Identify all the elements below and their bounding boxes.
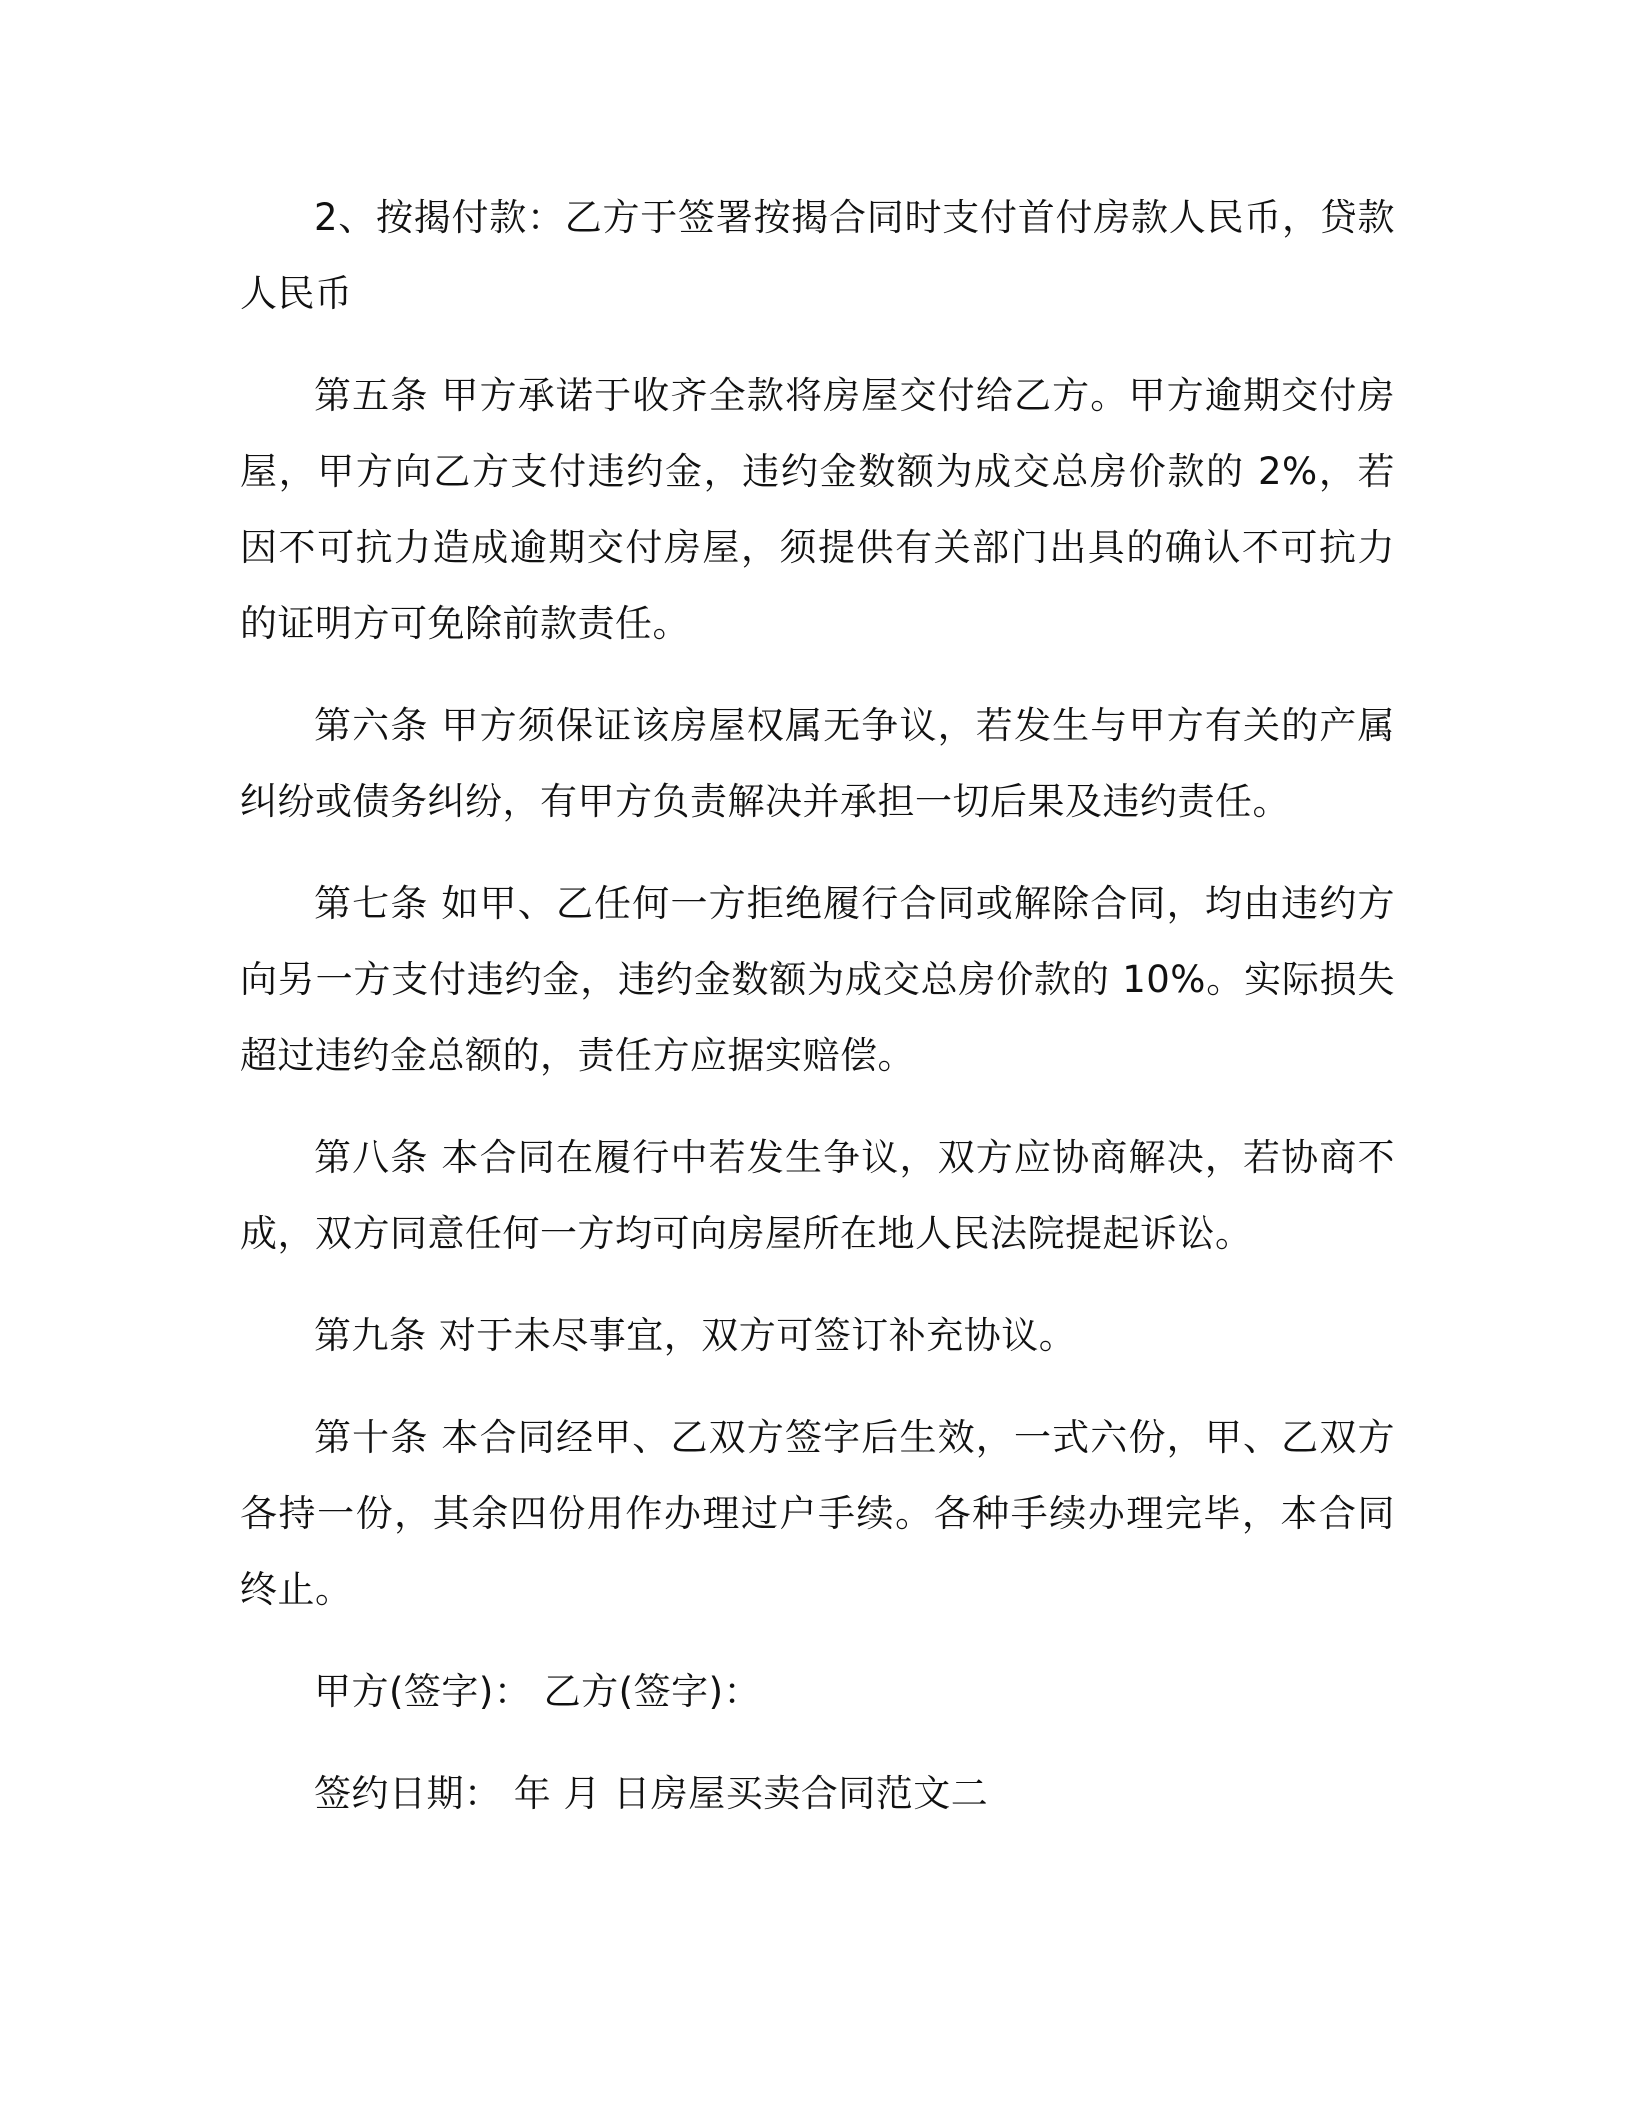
signing-date-line: 签约日期： 年 月 日房屋买卖合同范文二 [314, 1772, 989, 1815]
paragraph-article-6: 第六条 甲方须保证该房屋权属无争议，若发生与甲方有关的产属纠纷或债务纠纷，有甲方负责解决并承担一切后果及违约责任。 [240, 704, 1395, 823]
document-body [240, 180, 1395, 1858]
paragraph-article-10: 第十条 本合同经甲、乙双方签字后生效，一式六份，甲、乙双方各持一份，其余四份用作办理过户手续。各种手续办理完毕，本合同终止。 [240, 1416, 1395, 1611]
signature-line: 甲方(签字)： 乙方(签字)： [314, 1670, 762, 1713]
paragraph-article-5: 第五条 甲方承诺于收齐全款将房屋交付给乙方。甲方逾期交付房屋，甲方向乙方支付违约金，违约金数额为成交总房价款的 2%，若因不可抗力造成逾期交付房屋，须提供有关部门出具的确认不可抗力的证明方可免除前款责任。 [240, 374, 1395, 645]
paragraph-mortgage-payment: 2、按揭付款：乙方于签署按揭合同时支付首付房款人民币，贷款人民币 [240, 196, 1395, 315]
paragraph-article-7: 第七条 如甲、乙任何一方拒绝履行合同或解除合同，均由违约方向另一方支付违约金，违约金数额为成交总房价款的 10%。实际损失超过违约金总额的，责任方应据实赔偿。 [240, 882, 1395, 1077]
paragraph-article-9: 第九条 对于未尽事宜，双方可签订补充协议。 [314, 1314, 1077, 1357]
paragraph-article-8: 第八条 本合同在履行中若发生争议，双方应协商解决，若协商不成，双方同意任何一方均可向房屋所在地人民法院提起诉讼。 [240, 1136, 1395, 1255]
